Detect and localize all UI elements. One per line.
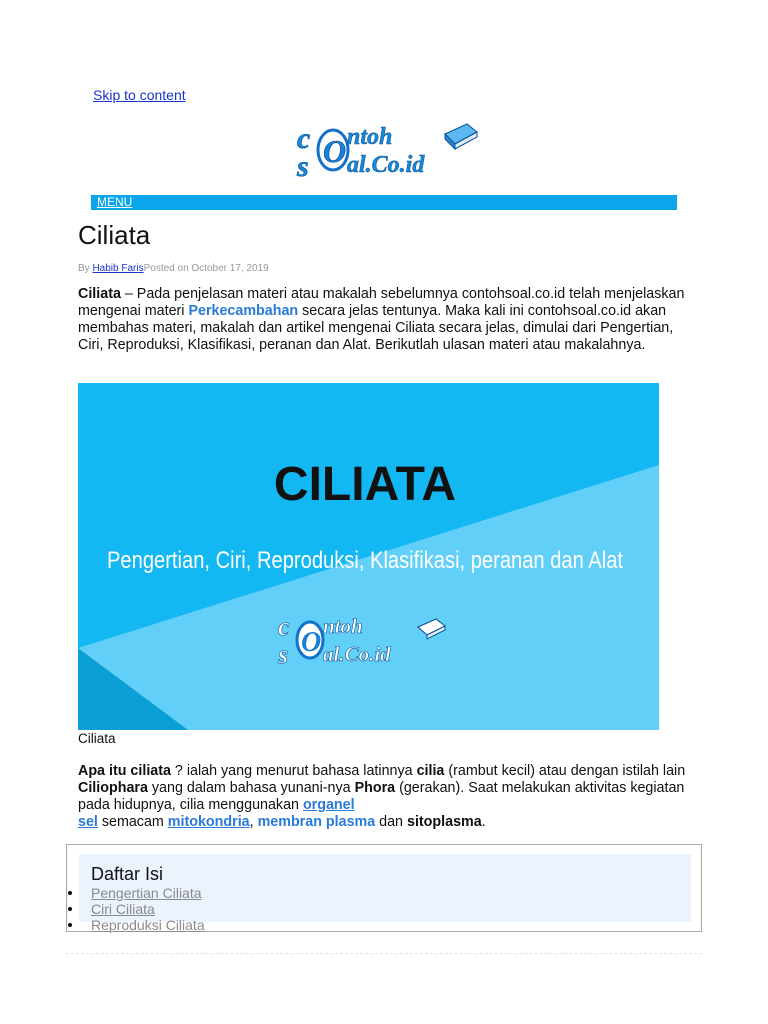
logo-line1: ntoh [347,124,393,150]
svg-text:s: s [278,640,289,669]
perkecambahan-link[interactable]: Perkecambahan [188,303,299,319]
organel-link[interactable]: organel [302,797,355,813]
hero-image [78,383,659,730]
page-title: Ciliata [78,220,151,250]
hero-logo-line1: ntoh [323,614,363,638]
author-link[interactable]: Habib Faris [92,263,144,274]
hero-logo-line2: al.Co.id [323,642,391,666]
svg-text:c: c [297,122,311,155]
image-caption: Ciliata [78,731,116,746]
svg-text:s: s [297,150,309,183]
logo-o-letter: O [323,133,347,169]
intro-paragraph: Ciliata – Pada penjelasan materi atau makalah sebelumnya contohsoal.co.id telah menjelaskan mengenai materi Perkecambahan secara jelas tentunya. Maka kali ini contohsoal.co.id akan membahas materi, makalah dan artikel mengenai Ciliata secara jelas, dimulai dari Pengertian, Ciri, Reproduksi, Klasifikasi, peranan dan Alat. Berikutlah ulasan materi atau makalahnya. [78,286,685,353]
logo-line2: al.Co.id [347,152,425,178]
toc-title: Daftar Isi [91,864,164,884]
toc-item[interactable] [79,917,205,933]
membran-plasma-link[interactable]: membran plasma [257,814,376,830]
hero-subheading: Pengertian, Ciri, Reproduksi, Klasifikasi, peranan dan Alat [107,547,624,574]
toc-panel [79,854,691,933]
post-date: Posted on October 17, 2019 [143,263,269,274]
intro-term: Ciliata [78,286,121,302]
toc-link-ciri[interactable]: Ciri Ciliata [91,901,155,917]
skip-to-content-link[interactable]: Skip to content [93,87,186,103]
toc-list [79,885,205,933]
section-divider [66,953,702,954]
site-logo[interactable] [295,118,485,182]
meta-by: By [78,263,93,274]
toc-item[interactable] [79,885,205,901]
hero-logo-o: O [301,627,322,658]
toc-item[interactable] [79,901,205,917]
hero-heading: CILIATA [273,458,457,511]
book-icon [445,124,477,149]
menu-toggle[interactable]: MENU [97,195,133,209]
sel-link[interactable]: sel [78,814,98,830]
toc-link-pengertian[interactable]: Pengertian Ciliata [91,885,202,901]
table-of-contents [66,844,702,932]
toc-link-reproduksi[interactable]: Reproduksi Ciliata [91,917,205,933]
svg-text:c: c [278,612,290,641]
mitokondria-link[interactable]: mitokondria [167,814,250,830]
definition-paragraph: Apa itu ciliata ? ialah yang menurut bahasa latinnya cilia (rambut kecil) atau dengan istilah lain Ciliophara yang dalam bahasa yunani-nya Phora (gerakan). Saat melakukan aktivitas kegiatan pada hidupnya, cilia menggunakan organel sel semacam mitokondria, membran plasma dan sitoplasma. [78,763,686,830]
post-meta [78,263,269,274]
menu-bar[interactable] [91,195,677,210]
